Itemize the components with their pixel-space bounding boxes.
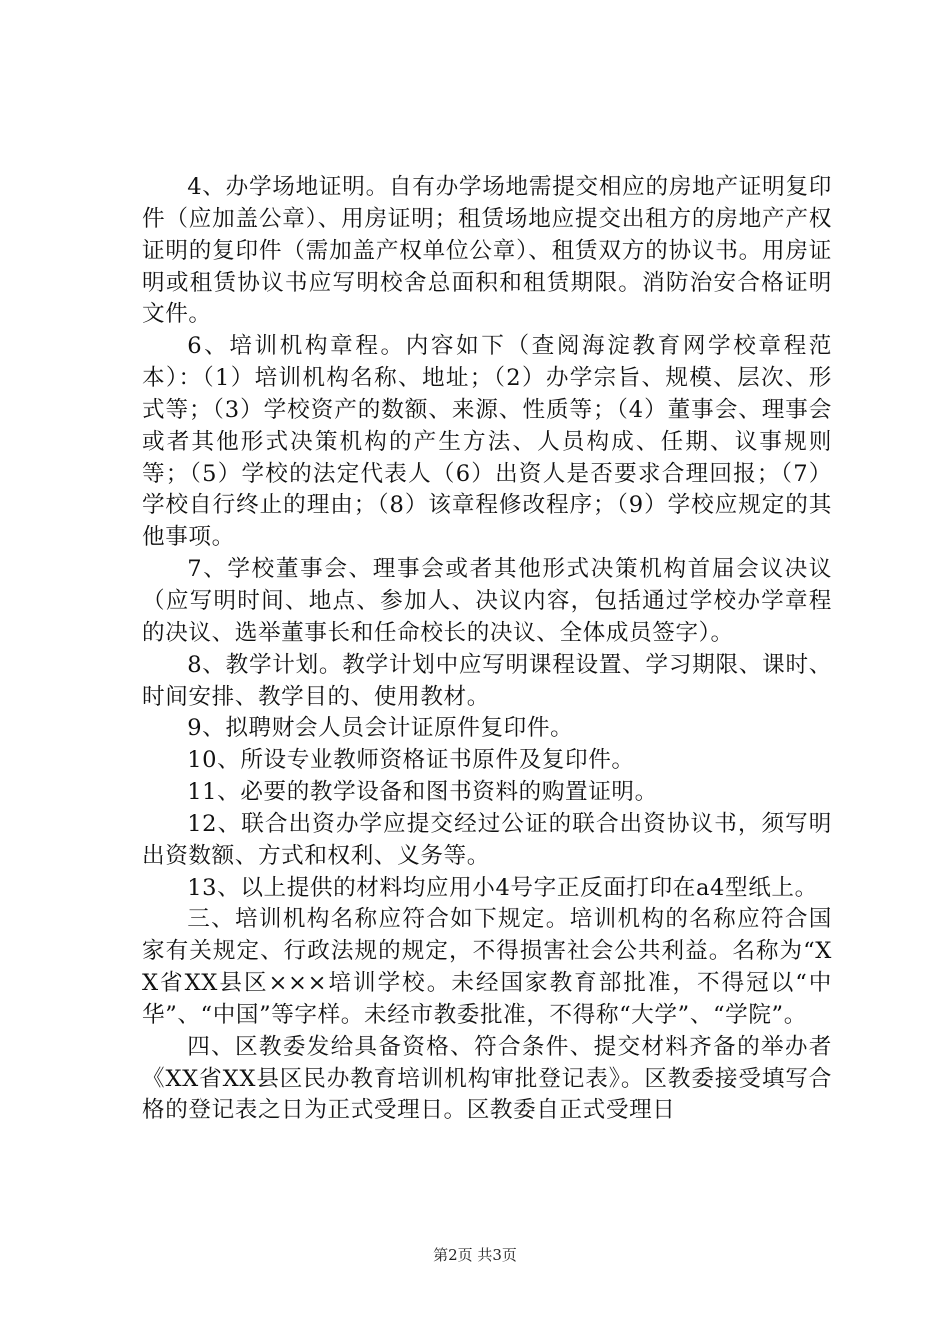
paragraph-item-13-printing-format: 13、以上提供的材料均应用小4号字正反面打印在a4型纸上。 [187, 874, 818, 901]
paragraph-item-11-equipment-proof: 11、必要的教学设备和图书资料的购置证明。 [187, 779, 658, 806]
paragraph-section-4-registration: 四、区教委发给具备资格、符合条件、提交材料齐备的举办者《XX省XX县区民办教育培训机构审批登记表》。区教委接受填写合格的登记表之日为正式受理日。区教委自正式受理日 [142, 1033, 832, 1124]
paragraph-item-9-accountant-certificate: 9、拟聘财会人员会计证原件复印件。 [187, 715, 574, 742]
page-number-footer: 第2页 共3页 [433, 1246, 517, 1264]
paragraph-item-7-board-resolution: 7、学校董事会、理事会或者其他形式决策机构首届会议决议（应写明时间、地点、参加人、决议内容，包括通过学校办学章程的决议、选举董事长和任命校长的决议、全体成员签字）。 [142, 556, 832, 646]
paragraph-item-4-venue-proof: 4、办学场地证明。自有办学场地需提交相应的房地产证明复印件（应加盖公章）、用房证明；租赁场地应提交出租方的房地产产权证明的复印件（需加盖产权单位公章）、租赁双方的协议书。用房证明或租赁协议书应写明校舍总面积和租赁期限。消防治安合格证明文件。 [142, 174, 832, 328]
paragraph-item-10-teacher-certificates: 10、所设专业教师资格证书原件及复印件。 [187, 747, 635, 774]
paragraph-item-12-joint-investment: 12、联合出资办学应提交经过公证的联合出资协议书，须写明出资数额、方式和权利、义务等。 [142, 810, 832, 869]
document-body [142, 172, 832, 1127]
paragraph-item-8-teaching-plan: 8、教学计划。教学计划中应写明课程设置、学习期限、课时、时间安排、教学目的、使用教材。 [142, 651, 832, 710]
paragraph-item-6-charter: 6、培训机构章程。内容如下（查阅海淀教育网学校章程范本）：（1）培训机构名称、地址；（2）办学宗旨、规模、层次、形式等；（3）学校资产的数额、来源、性质等；（4）董事会、理事会或者其他形式决策机构的产生方法、人员构成、任期、议事规则等；（5）学校的法定代表人（6）出资人是否要求合理回报；（7）学校自行终止的理由；（8）该章程修改程序；（9）学校应规定的其他事项。 [142, 333, 832, 551]
paragraph-section-3-naming-rules: 三、培训机构名称应符合如下规定。培训机构的名称应符合国家有关规定、行政法规的规定，不得损害社会公共利益。名称为“XX省XX县区×××培训学校。未经国家教育部批准，不得冠以“中华”、“中国”等字样。未经市教委批准，不得称“大学”、“学院”。 [142, 906, 832, 1028]
